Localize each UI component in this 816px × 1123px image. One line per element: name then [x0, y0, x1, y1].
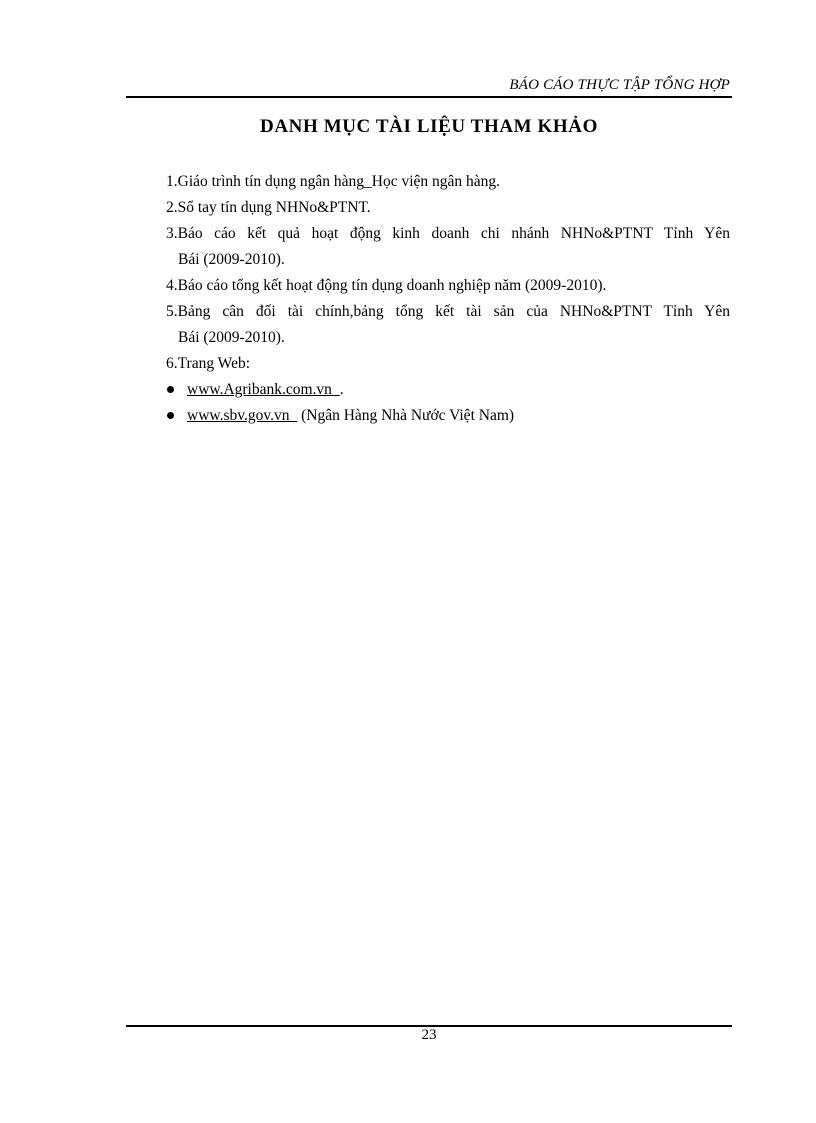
website-note: (Ngân Hàng Nhà Nước Việt Nam) [297, 407, 515, 424]
reference-item-4 [166, 273, 730, 299]
bullet-icon [167, 386, 174, 393]
running-header: BÁO CÁO THỰC TẬP TỔNG HỢP [509, 77, 730, 93]
reference-text: 4.Báo cáo tổng kết hoạt động tín dụng doanh nghiệp năm (2009-2010). [166, 277, 607, 294]
agribank-link[interactable]: www.Agribank.com.vn [187, 381, 340, 398]
bullet-icon [167, 412, 174, 419]
sbv-link[interactable]: www.sbv.gov.vn [187, 407, 298, 424]
reference-text-line: Bái (2009-2010). [178, 251, 285, 268]
reference-text-line: Bái (2009-2010). [178, 329, 285, 346]
reference-item-6 [166, 351, 730, 377]
reference-item-3 [166, 221, 730, 273]
reference-list [166, 169, 730, 429]
reference-item-5 [166, 299, 730, 351]
website-list [166, 377, 730, 429]
website-item-agribank [166, 377, 730, 403]
reference-item-2 [166, 195, 730, 221]
reference-item-1 [166, 169, 730, 195]
website-note: . [339, 381, 344, 398]
header-divider [126, 96, 732, 98]
website-item-sbv [166, 403, 730, 429]
reference-text-line: 5.Bảng cân đối tài chính,bảng tổng kết tài sản của NHNo&PTNT Tỉnh Yên [166, 303, 730, 320]
reference-text-line: 3.Báo cáo kết quả hoạt động kinh doanh chi nhánh NHNo&PTNT Tỉnh Yên [166, 225, 730, 242]
reference-text: 2.Sổ tay tín dụng NHNo&PTNT. [166, 199, 371, 216]
reference-text: 6.Trang Web: [166, 355, 251, 372]
page-title: DANH MỤC TÀI LIỆU THAM KHẢO [260, 116, 598, 137]
reference-text: 1.Giáo trình tín dụng ngân hàng_Học viện ngân hàng. [166, 173, 501, 190]
page-number: 23 [421, 1027, 437, 1043]
